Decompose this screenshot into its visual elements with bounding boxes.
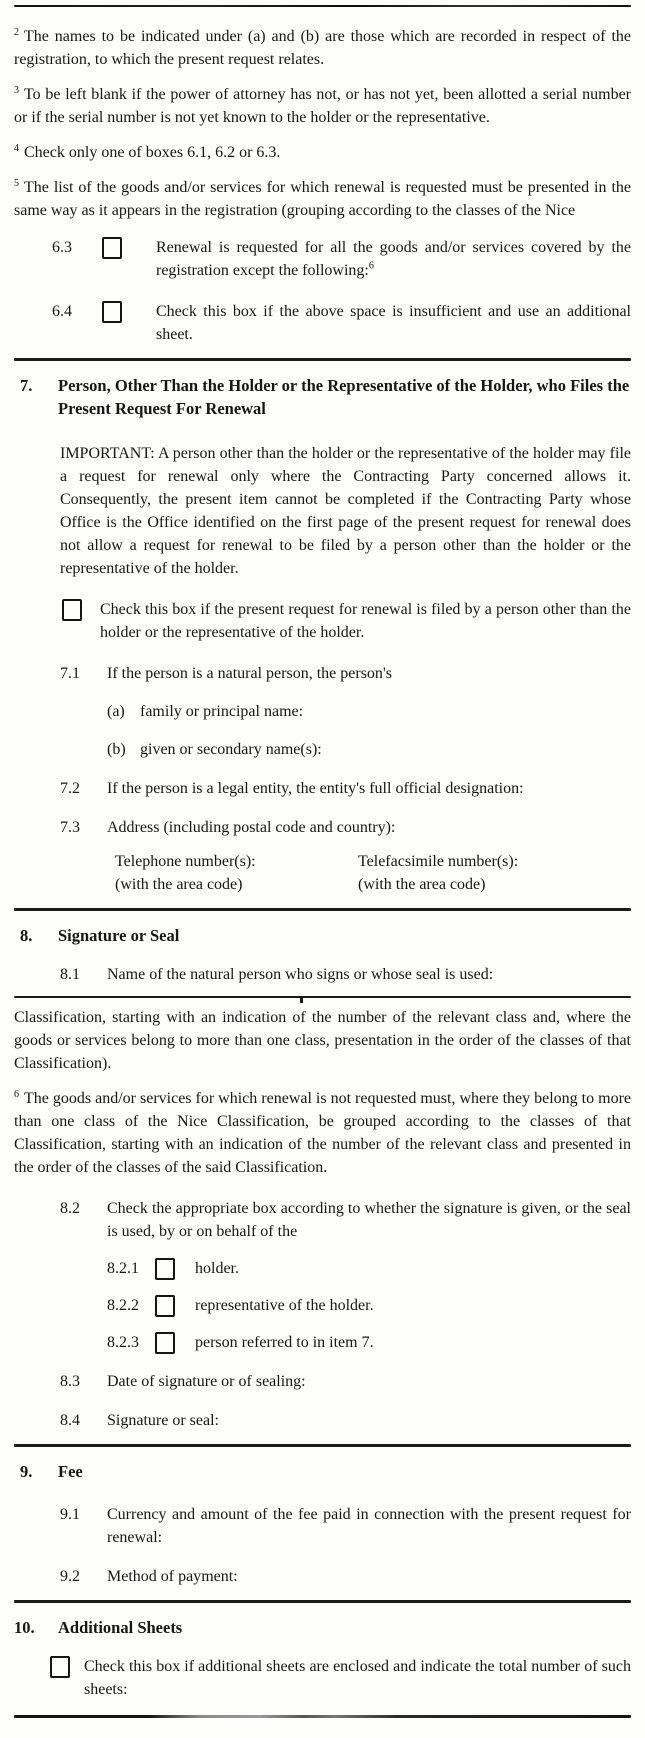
item-7-2-text: If the person is a legal entity, the entity's full official designation: bbox=[107, 780, 524, 797]
item-9-2 bbox=[60, 1565, 631, 1588]
item-8-2-3 bbox=[107, 1331, 631, 1354]
footnote-2 bbox=[14, 25, 631, 71]
section-7-title: Person, Other Than the Holder or the Representative of the Holder, who Files the Present Request For Renewal bbox=[58, 376, 630, 418]
top-rule bbox=[14, 5, 631, 7]
section-7-number: 7. bbox=[20, 376, 33, 395]
item-6-4-text: Check this box if the above space is insufficient and use an additional sheet. bbox=[156, 303, 631, 343]
item-7-3-text: Address (including postal code and country): bbox=[107, 819, 396, 836]
item-9-1 bbox=[60, 1503, 631, 1549]
item-6-3-label: Renewal is requested for all the goods and/or services covered by the registration except the following: bbox=[156, 239, 631, 279]
footnote-6 bbox=[14, 1087, 631, 1179]
checkbox-7[interactable] bbox=[62, 599, 82, 621]
item-7-1-text: If the person is a natural person, the person's bbox=[107, 665, 393, 682]
footnote-6-text: The goods and/or services for which renewal is not requested must, where they belong to more than one class of the Nice Classification, be grouped according to the classes of that Classification, starting with an indication of the number of the relevant class and presented in the order of the classes of the said Classification. bbox=[14, 1090, 631, 1176]
checkbox-6-4[interactable] bbox=[102, 301, 122, 323]
item-9-2-number: 9.2 bbox=[60, 1568, 80, 1585]
telephone-label-line2: (with the area code) bbox=[115, 876, 243, 893]
footnote-5-continuation: Classification, starting with an indication of the number of the relevant class and, where the goods or services belong to more than one class, presentation in the order of the classes of that Classification). bbox=[14, 1009, 631, 1072]
footnote-3-text: To be left blank if the power of attorney has not, or has not yet, been allotted a serial number or if the serial number is not yet known to the holder or the representative. bbox=[14, 86, 631, 126]
telephone-label bbox=[115, 850, 358, 896]
footnote-5-marker: 5 bbox=[14, 177, 19, 189]
item-8-1 bbox=[60, 963, 631, 986]
section-9-title: Fee bbox=[58, 1462, 83, 1481]
footnote-separator-rule bbox=[14, 996, 631, 998]
item-7-1-number: 7.1 bbox=[60, 665, 80, 682]
item-9-1-text: Currency and amount of the fee paid in connection with the present request for renewal: bbox=[107, 1506, 631, 1546]
item-7-1a-label: (a) bbox=[107, 703, 125, 720]
section-10-divider bbox=[14, 1600, 631, 1603]
section-10-title: Additional Sheets bbox=[58, 1618, 183, 1637]
checkbox-8-2-1[interactable] bbox=[155, 1258, 175, 1280]
section-10-number: 10. bbox=[14, 1618, 35, 1637]
section-9-divider bbox=[14, 1444, 631, 1447]
checkbox-8-2-3[interactable] bbox=[155, 1332, 175, 1354]
item-8-2-3-text: person referred to in item 7. bbox=[195, 1334, 374, 1351]
item-7-1 bbox=[60, 662, 631, 685]
footnote-5 bbox=[14, 176, 631, 222]
item-8-2-1-number: 8.2.1 bbox=[107, 1260, 139, 1277]
section-7-important-note: IMPORTANT: A person other than the holder or the representative of the holder may file a request for renewal only where the Contracting Party concerned allows it. Consequently, the present item cannot be completed if the Contracting Party whose Office is the Office identified on the first page of the present request for renewal does not allow a request for renewal to be filed by a person other than the holder or the representative of the holder. bbox=[60, 445, 631, 577]
item-6-4-number: 6.4 bbox=[52, 303, 72, 320]
section-9-heading bbox=[20, 1460, 631, 1483]
bottom-rule bbox=[14, 1715, 631, 1718]
item-7-1a bbox=[107, 700, 631, 723]
item-8-3-text: Date of signature or of sealing: bbox=[107, 1373, 306, 1390]
phone-fax-labels bbox=[115, 850, 631, 896]
telefacsimile-label-line2: (with the area code) bbox=[358, 876, 486, 893]
item-8-3 bbox=[60, 1370, 631, 1393]
item-8-2-number: 8.2 bbox=[60, 1200, 80, 1217]
item-8-2 bbox=[60, 1197, 631, 1243]
item-8-1-number: 8.1 bbox=[60, 966, 80, 983]
section-7-checkbox-text: Check this box if the present request for renewal is filed by a person other than the holder or the representative of the holder. bbox=[100, 601, 631, 641]
section-10-heading bbox=[14, 1616, 631, 1639]
telefacsimile-label-line1: Telefacsimile number(s): bbox=[358, 853, 519, 870]
item-8-2-1 bbox=[107, 1257, 631, 1280]
item-7-2 bbox=[60, 777, 631, 800]
section-8-number: 8. bbox=[20, 926, 33, 945]
item-9-2-text: Method of payment: bbox=[107, 1568, 238, 1585]
item-8-1-text: Name of the natural person who signs or whose seal is used: bbox=[107, 966, 494, 983]
item-9-1-number: 9.1 bbox=[60, 1506, 80, 1523]
item-7-1b bbox=[107, 738, 631, 761]
section-8-heading bbox=[20, 924, 631, 947]
item-8-4-text: Signature or seal: bbox=[107, 1412, 219, 1429]
footnote-4-text: Check only one of boxes 6.1, 6.2 or 6.3. bbox=[24, 144, 281, 161]
footnote-6-marker: 6 bbox=[14, 1088, 19, 1100]
section-10-checkbox-row bbox=[50, 1655, 631, 1701]
item-8-4-number: 8.4 bbox=[60, 1412, 80, 1429]
section-8-title: Signature or Seal bbox=[58, 926, 180, 945]
item-8-2-1-text: holder. bbox=[195, 1260, 239, 1277]
item-6-3-text bbox=[156, 236, 631, 282]
footnote-5-text: The list of the goods and/or services for which renewal is requested must be presented in the same way as it appears in the registration (grouping according to the classes of the Nice bbox=[14, 179, 631, 219]
section-7-heading bbox=[20, 374, 631, 420]
item-6-3 bbox=[52, 236, 631, 282]
item-7-2-number: 7.2 bbox=[60, 780, 80, 797]
item-8-2-3-number: 8.2.3 bbox=[107, 1334, 139, 1351]
item-6-3-number: 6.3 bbox=[52, 239, 72, 256]
section-9-number: 9. bbox=[20, 1462, 33, 1481]
item-6-4 bbox=[52, 300, 631, 346]
footnote-4-marker: 4 bbox=[14, 142, 19, 154]
telephone-label-line1: Telephone number(s): bbox=[115, 853, 256, 870]
footnote-4 bbox=[14, 141, 631, 164]
footnote-2-text: The names to be indicated under (a) and (b) are those which are recorded in respect of the registration, to which the present request relates. bbox=[14, 28, 631, 68]
item-7-1b-label: (b) bbox=[107, 741, 126, 758]
item-8-2-2-text: representative of the holder. bbox=[195, 1297, 374, 1314]
item-7-3 bbox=[60, 816, 631, 839]
item-8-4 bbox=[60, 1409, 631, 1432]
section-8-divider bbox=[14, 908, 631, 911]
checkbox-8-2-2[interactable] bbox=[155, 1295, 175, 1317]
section-10-checkbox-text: Check this box if additional sheets are enclosed and indicate the total number of such sheets: bbox=[84, 1658, 631, 1698]
item-7-1a-text: family or principal name: bbox=[140, 703, 304, 720]
item-8-2-text: Check the appropriate box according to whether the signature is given, or the seal is used, by or on behalf of the bbox=[107, 1200, 631, 1240]
item-7-1b-text: given or secondary name(s): bbox=[140, 741, 322, 758]
item-7-3-number: 7.3 bbox=[60, 819, 80, 836]
checkbox-6-3[interactable] bbox=[102, 237, 122, 259]
item-6-3-footnote-ref: 6 bbox=[368, 260, 374, 272]
item-8-3-number: 8.3 bbox=[60, 1373, 80, 1390]
footnote-3 bbox=[14, 83, 631, 129]
section-7-divider bbox=[14, 358, 631, 361]
item-8-2-2 bbox=[107, 1294, 631, 1317]
telefacsimile-label bbox=[358, 850, 631, 896]
footnote-3-marker: 3 bbox=[14, 84, 19, 96]
section-7-checkbox-row bbox=[62, 598, 631, 644]
item-8-2-2-number: 8.2.2 bbox=[107, 1297, 139, 1314]
checkbox-10[interactable] bbox=[50, 1656, 70, 1678]
footnote-2-marker: 2 bbox=[14, 26, 19, 38]
